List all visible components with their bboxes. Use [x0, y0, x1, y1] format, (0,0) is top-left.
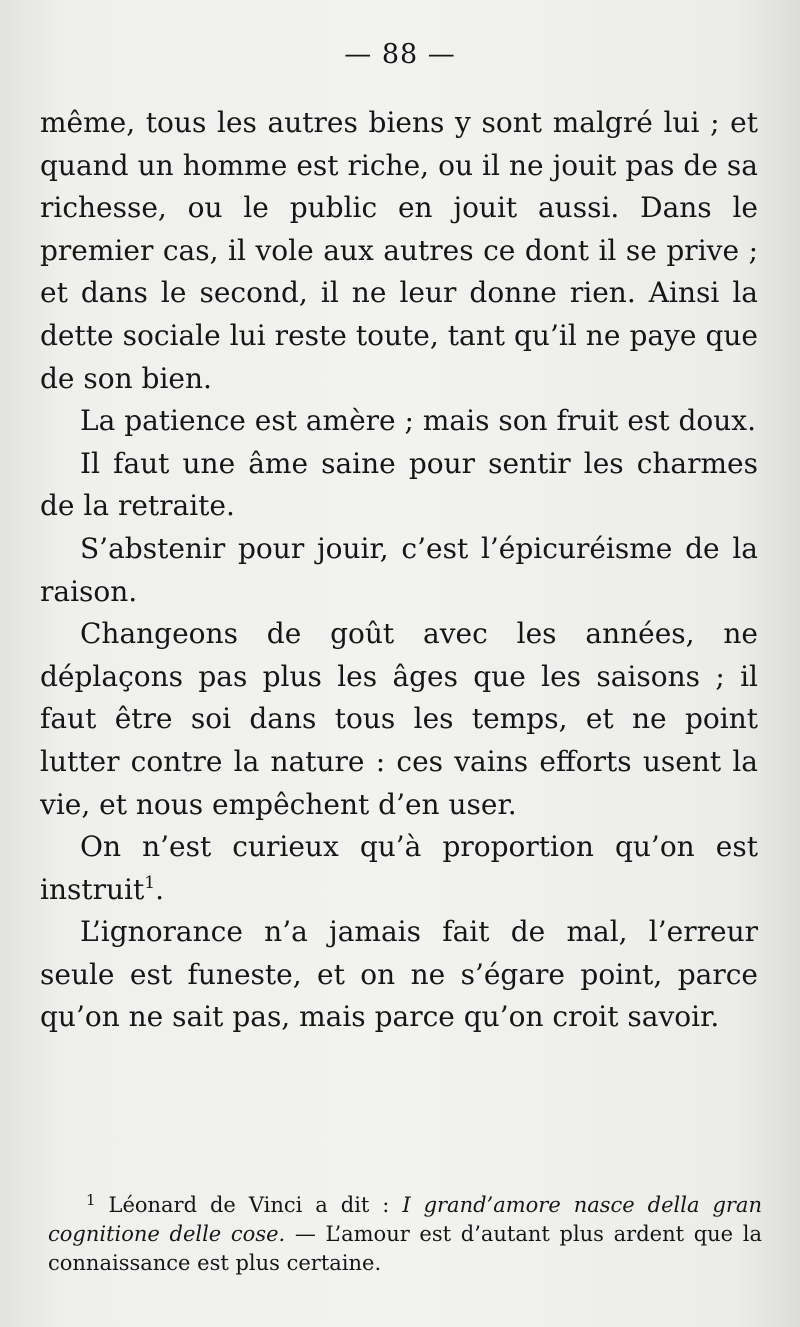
footnote-quote: I grand’amore nasce della gran cognitione delle cose.: [48, 1193, 762, 1246]
paragraph-6: On n’est curieux qu’à proportion qu’on est instruit$^1$.: [40, 830, 758, 906]
footnote-number: 1: [86, 1191, 96, 1209]
footnote-marker: 1: [144, 872, 156, 893]
footnote-intro: Léonard de Vinci a dit :: [108, 1193, 403, 1217]
paragraph-5: Changeons de goût avec les années, ne déplaçons pas plus les âges que les saisons ; il faut être soi dans tous les temps, et ne point lutter contre la nature : ces vains efforts usent la vie, et nous empêchent d’en user.: [40, 617, 758, 821]
paragraph-4: S’abstenir pour jouir, c’est l’épicuréisme de la raison.: [40, 531, 758, 608]
page-number: — 88 —: [344, 39, 456, 70]
paragraph-1: même, tous les autres biens y sont malgré lui ; et quand un homme est riche, ou il ne jouit pas de sa richesse, ou le public en jouit aussi. Dans le premier cas, il vole aux autres ce dont il se prive ; et dans le second, il ne leur donne rien. Ainsi la dette sociale lui reste toute, tant qu’il ne paye que de son bien.: [40, 106, 758, 395]
footnote: [48, 1191, 762, 1278]
footnote-translation: — L’amour est d’autant plus ardent que la connaissance est plus certaine.: [48, 1222, 762, 1275]
main-text: [40, 102, 758, 1039]
paragraph-3: Il faut une âme saine pour sentir les charmes de la retraite.: [40, 446, 758, 523]
paragraph-2: La patience est amère ; mais son fruit est doux.: [80, 404, 756, 438]
paragraph-7: L’ignorance n’a jamais fait de mal, l’erreur seule est funeste, et on ne s’égare point, parce qu’on ne sait pas, mais parce qu’on croit savoir.: [40, 915, 758, 1034]
paragraph-6-text: On n’est curieux qu’à proportion qu’on est instruit: [40, 830, 758, 906]
